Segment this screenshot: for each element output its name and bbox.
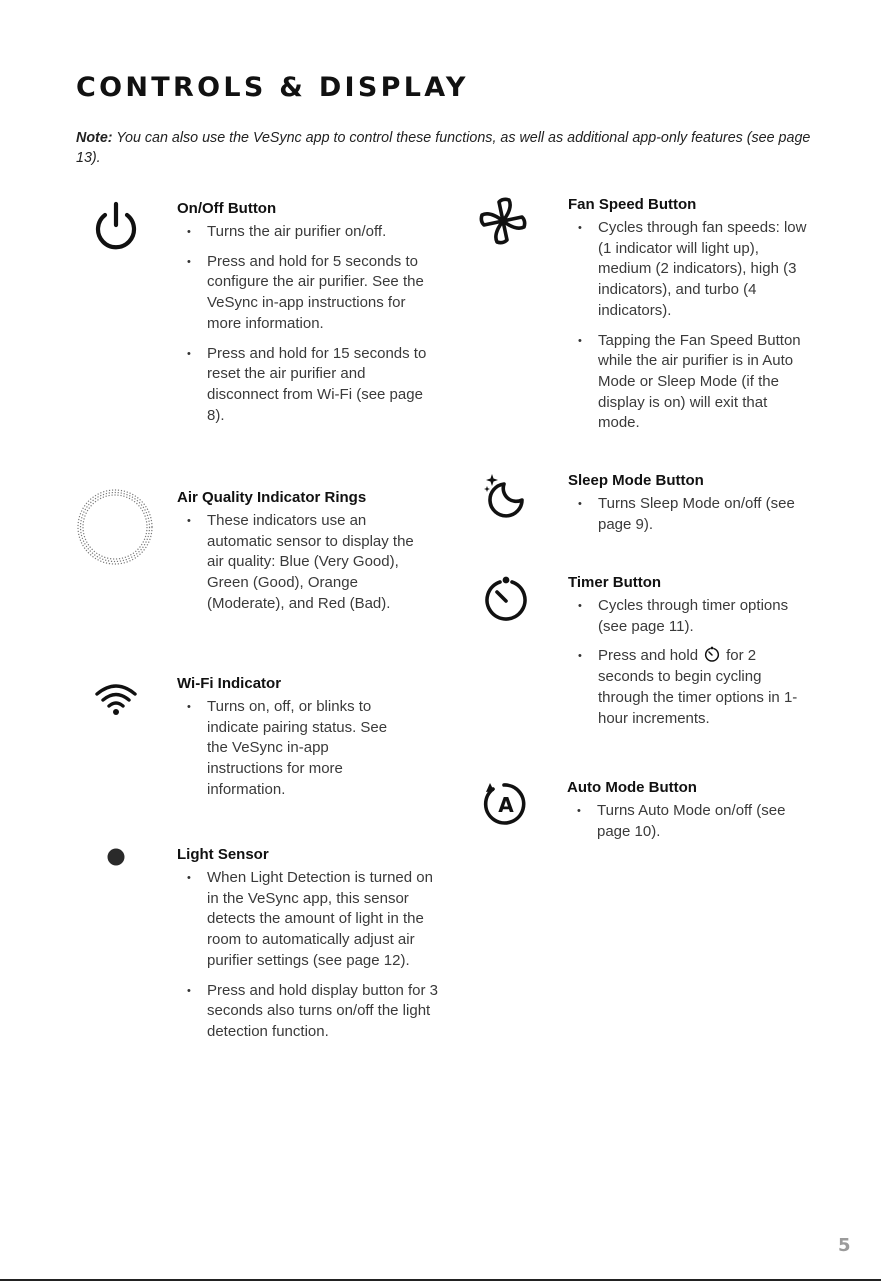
list-item: • Press and hold for 5 seconds to configure the air purifier. See the VeSync in-app instructions for more information. (177, 252, 437, 335)
timer-icon (483, 574, 529, 622)
list-item: • Turns Auto Mode on/off (see page 10). (567, 801, 807, 842)
list-item: • Tapping the Fan Speed Button while the air purifier is in Auto Mode or Sleep Mode (if the display is on) will exit that mode. (568, 331, 813, 435)
list-item: • Turns the air purifier on/off. (177, 222, 437, 243)
on-off-section (177, 199, 437, 435)
light-sensor-heading: Light Sensor (177, 846, 269, 863)
page-number: 5 (838, 1235, 851, 1256)
list-item: • Turns on, off, or blinks to indicate pairing status. See the VeSync in-app instructions for more information. (177, 697, 407, 801)
air-quality-heading: Air Quality Indicator Rings (177, 489, 367, 506)
auto-mode-icon (482, 780, 530, 828)
list-item: • Cycles through timer options (see page 11). (568, 596, 808, 637)
list-item: • Cycles through fan speeds: low (1 indicator will light up), medium (2 indicators), high (3 indicators), and turbo (4 indicators). (568, 218, 813, 322)
svg-text:A: A (498, 793, 514, 817)
page-title: CONTROLS & DISPLAY (76, 72, 469, 103)
hold-prefix: Press and hold (598, 647, 699, 665)
air-quality-section (177, 488, 427, 624)
list-item: • Press and hold display button for 3 seconds also turns on/off the light detection function. (177, 981, 442, 1043)
sleep-moon-icon (482, 470, 528, 520)
timer-section (568, 573, 808, 738)
on-off-heading: On/Off Button (177, 200, 277, 217)
power-icon (93, 201, 139, 251)
auto-mode-section (567, 778, 807, 851)
auto-mode-heading: Auto Mode Button (567, 779, 697, 796)
note-label: Note: (76, 130, 113, 146)
list-item (568, 646, 808, 729)
light-sensor-icon (106, 847, 126, 867)
wifi-heading: Wi-Fi Indicator (177, 675, 282, 692)
air-quality-rings-icon (76, 487, 154, 567)
note-paragraph (76, 128, 816, 168)
light-sensor-section (177, 845, 442, 1052)
hold-suffix: for 2 (726, 647, 757, 665)
fan-icon (478, 196, 528, 246)
fan-speed-section (568, 195, 813, 443)
note-text: You can also use the VeSync app to control these functions, as well as additional app-only features (see page 13). (76, 130, 811, 166)
wifi-section (177, 674, 407, 810)
timer-icon (704, 646, 720, 662)
hold-rest: seconds to begin cycling through the timer options in 1-hour increments. (598, 668, 798, 727)
list-item: • These indicators use an automatic sensor to display the air quality: Blue (Very Good), Green (Good), Orange (Moderate), and Red (Bad). (177, 511, 427, 615)
sleep-mode-heading: Sleep Mode Button (568, 472, 704, 489)
wifi-icon (94, 682, 138, 716)
list-item: • When Light Detection is turned on in the VeSync app, this sensor detects the amount of light in the room to automatically adjust air purifier settings (see page 12). (177, 868, 442, 972)
sleep-mode-section (568, 471, 808, 544)
list-item: • Turns Sleep Mode on/off (see page 9). (568, 494, 808, 535)
timer-heading: Timer Button (568, 574, 662, 591)
list-item: • Press and hold for 15 seconds to reset the air purifier and disconnect from Wi-Fi (see page 8). (177, 344, 437, 427)
fan-speed-heading: Fan Speed Button (568, 196, 697, 213)
